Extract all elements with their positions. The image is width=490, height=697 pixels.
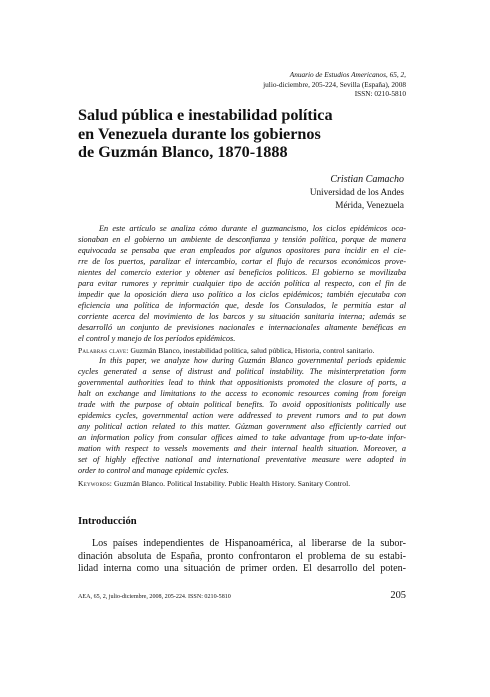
abstract-line: trade with the purpose of obtain political benefits. To avoid oppositionists politically use xyxy=(78,400,406,410)
abstract-line: In this paper, we analyze how during Guzmán Blanco governmental periods epidemic xyxy=(99,356,406,366)
abstract-line: rre de los puertos, paralizar el intercambio, cortar el flujo de recursos económicos prove- xyxy=(78,256,406,266)
abstract-line: para evitar rumores y reprimir cualquier tipo de acción política al respecto, con el fin de xyxy=(78,278,406,288)
abstract-section xyxy=(78,224,406,489)
abstract-line: epidemics cycles, governmental action were addressed to prevent rumors and to put down xyxy=(78,411,406,421)
abstract-line: any political action related to this matter. Gúzman government also efficiently carried out xyxy=(78,422,406,432)
body-line: lidad interna como una situación de primer orden. El desarrollo del poten- xyxy=(78,563,406,575)
journal-issue: julio-diciembre, 205-224, Sevilla (España), 2008 xyxy=(263,79,406,89)
abstract-line: mation with respect to vessels movements and their internal health situation. Moreover, a xyxy=(78,444,406,454)
footer-citation: AEA, 65, 2, julio-diciembre, 2008, 205-224. ISSN: 0210-5810 xyxy=(78,594,231,600)
abstract-line: an information policy from consular offices aimed to take advantage from up-to-date infor- xyxy=(78,433,406,443)
abstract-line: order to control and manage epidemic cycles. xyxy=(78,466,229,476)
author-affiliation: Universidad de los Andes xyxy=(309,187,404,198)
abstract-english xyxy=(78,356,406,476)
abstract-line: governmental authorities lead to think that oppositionists promoted the closure of ports, a xyxy=(78,378,406,388)
abstract-line: impedir que la oposición diera uso político a los ciclos epidémicos; también ejecutaba con xyxy=(78,289,406,299)
keywords-spanish xyxy=(78,346,406,356)
article-title xyxy=(78,106,408,162)
keywords-label: Keywords: xyxy=(78,478,113,488)
abstract-line: el control y manejo de los períodos epidémicos. xyxy=(78,333,236,343)
author-block xyxy=(310,174,404,211)
page-footer xyxy=(78,590,406,601)
journal-header xyxy=(263,70,406,99)
body-line: dinación absoluta de España, pronto confrontaron el problema de su estabi- xyxy=(78,550,406,562)
keywords-label: Palabras clave: xyxy=(78,346,129,356)
abstract-spanish xyxy=(78,224,406,344)
abstract-line: cycles generated a sense of distrust and political instability. The misinterpretation form xyxy=(78,367,406,377)
abstract-line: halt on exchange and limitations to the access to economic resources coming from foreign xyxy=(78,389,406,399)
title-line: de Guzmán Blanco, 1870-1888 xyxy=(78,143,288,162)
keywords-text: Guzmán Blanco. Political Instability. Public Health History. Sanitary Control. xyxy=(114,478,351,488)
abstract-line: sionaban en el gobierno un ambiente de desconfianza y tensión política, porque de manera xyxy=(78,234,406,244)
journal-issn: ISSN: 0210-5810 xyxy=(354,89,406,98)
keywords-text: Guzmán Blanco, inestabilidad política, salud pública, Historia, control sanitario. xyxy=(130,346,375,356)
abstract-line: nientes del comercio exterior y obtener así beneficios políticos. El gobierno se movilizaba xyxy=(78,267,406,277)
abstract-line: equivocada se pensaba que eran empleados por algunos opositores para incidir en el cie- xyxy=(78,245,406,255)
title-line: en Venezuela durante los gobiernos xyxy=(78,124,321,143)
section-heading: Introducción xyxy=(78,516,137,527)
abstract-line: set of highly effective national and international preventative measure were adopted in xyxy=(78,455,406,465)
journal-name: Anuario de Estudios Americanos, 65, 2, xyxy=(289,70,406,79)
body-paragraph xyxy=(78,538,406,576)
author-location: Mérida, Venezuela xyxy=(335,199,404,210)
author-name: Cristian Camacho xyxy=(330,174,404,185)
abstract-line: desarrolló un conjunto de previsiones nacionales e internacionales altamente benéficas en xyxy=(78,322,406,332)
keywords-english xyxy=(78,479,406,489)
body-line: Los países independientes de Hispanoamérica, al liberarse de la subor- xyxy=(92,538,406,549)
abstract-line: corriente acerca del movimiento de los barcos y su situación sanitaria interna; además se xyxy=(78,311,406,321)
title-line: Salud pública e inestabilidad política xyxy=(78,106,333,124)
abstract-line: En este artículo se analiza cómo durante el guzmancismo, los ciclos epidémicos oca- xyxy=(99,224,406,233)
abstract-line: eficiencia una política de información que, desde los Consulados, le permitía estar al xyxy=(78,300,406,310)
page-number: 205 xyxy=(390,590,406,601)
